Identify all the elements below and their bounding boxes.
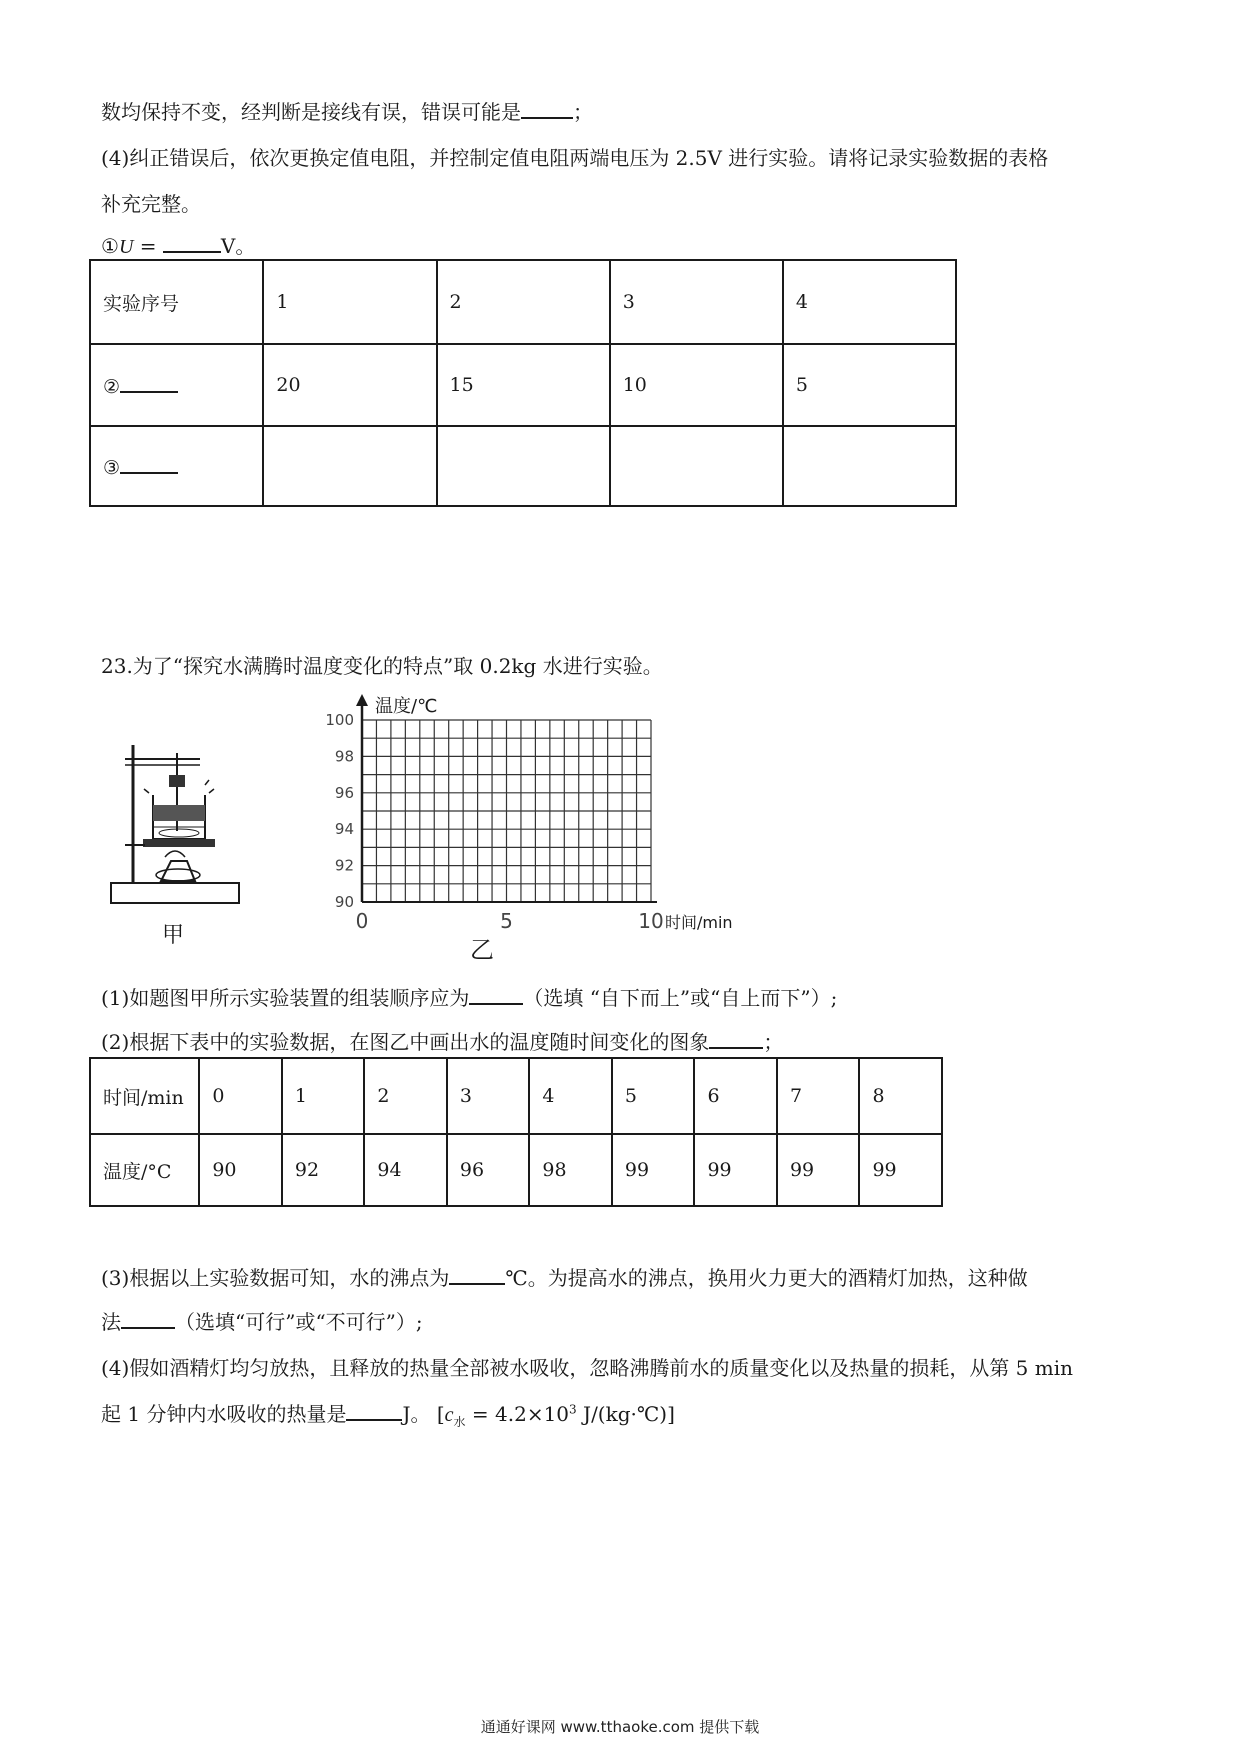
table-cell: 99 — [612, 1134, 695, 1206]
u-suffix: V。 — [220, 234, 256, 258]
q23-part2-end: ； — [763, 1030, 784, 1054]
table-cell: 3 — [447, 1058, 530, 1134]
q23-part1-blank[interactable] — [469, 985, 523, 1005]
footer-credit: 通通好课网 www.tthaoke.com 提供下载 — [480, 1718, 760, 1736]
intro-line1-end: ； — [573, 100, 593, 124]
flame — [165, 851, 185, 857]
u-var: U — [118, 236, 134, 258]
table-cell: 15 — [437, 344, 610, 426]
table-cell: 8 — [859, 1058, 942, 1134]
row2-label: ② — [103, 375, 121, 398]
table-cell: 96 — [447, 1134, 530, 1206]
u-eq: = — [133, 234, 163, 258]
y-axis-label: 温度/℃ — [375, 696, 438, 717]
y-tick-label: 100 — [325, 711, 354, 729]
table-cell: 99 — [777, 1134, 860, 1206]
table-cell: 温度/°C — [90, 1134, 199, 1206]
table-row — [90, 1134, 942, 1206]
table-cell: 2 — [437, 260, 610, 344]
table-cell: 6 — [694, 1058, 777, 1134]
q23-part2 — [101, 1026, 783, 1055]
q4-line1: (4)纠正错误后，依次更换定值电阻，并控制定值电阻两端电压为 2.5V 进行实验。请将记录实验数据的表格 — [101, 146, 1049, 170]
table-cell[interactable] — [437, 426, 610, 506]
table-cell[interactable] — [783, 426, 956, 506]
table-cell: 4 — [783, 260, 956, 344]
q23-title: 23.为了“探究水满腾时温度变化的特点”取 0.2kg 水进行实验。 — [101, 654, 663, 678]
q23-part3-text-d: （选填“可行”或“不可行”）; — [175, 1310, 423, 1334]
table-cell[interactable] — [610, 426, 783, 506]
y-tick-label: 92 — [334, 856, 354, 875]
q23-part1-text: (1)如题图甲所示实验装置的组装顺序应为 — [101, 986, 470, 1010]
table-cell — [90, 426, 263, 506]
q23-part1-end: （选填 “自下而上”或“自上而下”）; — [523, 986, 838, 1010]
row3-blank[interactable] — [120, 454, 178, 474]
formula-sub: 水 — [453, 1415, 466, 1429]
table-row — [90, 1058, 942, 1134]
intro-line1 — [101, 96, 593, 125]
q23-part4-line2 — [101, 1398, 675, 1430]
boiling-point-blank[interactable] — [449, 1265, 505, 1285]
table-cell: 5 — [612, 1058, 695, 1134]
table-cell: 20 — [263, 344, 436, 426]
table-cell — [90, 344, 263, 426]
stand-base — [111, 883, 239, 903]
table-cell: 时间/min — [90, 1058, 199, 1134]
x-tick-labels — [356, 909, 664, 933]
table-cell: 1 — [263, 260, 436, 344]
table-cell: 4 — [529, 1058, 612, 1134]
table-cell: 1 — [282, 1058, 365, 1134]
table-cell: 99 — [694, 1134, 777, 1206]
y-tick-labels — [325, 711, 354, 911]
u-prefix: ① — [101, 234, 119, 258]
q23-part4-text-a: 起 1 分钟内水吸收的热量是 — [101, 1402, 347, 1426]
q23-part2-blank[interactable] — [709, 1029, 763, 1049]
y-tick-label: 94 — [334, 820, 354, 839]
data-table — [89, 1057, 943, 1207]
q23-part4-text-b: J。 [ — [402, 1402, 445, 1426]
q23-part1 — [101, 982, 837, 1011]
q23-part3-line1 — [101, 1262, 1028, 1291]
table-cell[interactable] — [263, 426, 436, 506]
table-cell: 实验序号 — [90, 260, 263, 344]
formula-unit: J/(kg·℃) — [576, 1402, 668, 1426]
x-tick-label: 10 — [638, 909, 664, 933]
heat-answer-blank[interactable] — [346, 1401, 402, 1421]
table-cell: 92 — [282, 1134, 365, 1206]
table-cell: 3 — [610, 260, 783, 344]
table-row — [90, 426, 956, 506]
table-row — [90, 344, 956, 426]
formula-close: ] — [667, 1402, 675, 1426]
formula-rest: = 4.2×10 — [465, 1402, 570, 1426]
row2-blank[interactable] — [120, 373, 178, 393]
feasibility-blank[interactable] — [121, 1309, 175, 1329]
row3-label: ③ — [103, 456, 121, 479]
chart-grid — [362, 720, 651, 902]
wire-gauze — [143, 839, 215, 847]
y-tick-label: 96 — [334, 783, 354, 802]
q23-part3-text-c: 法 — [101, 1310, 121, 1334]
answer-blank[interactable] — [521, 99, 573, 119]
table-cell: 98 — [529, 1134, 612, 1206]
u-answer-blank[interactable] — [163, 233, 221, 253]
table-cell: 99 — [859, 1134, 942, 1206]
y-tick-label: 98 — [334, 747, 354, 766]
u-line — [101, 230, 255, 259]
q23-part2-text: (2)根据下表中的实验数据，在图乙中画出水的温度随时间变化的图象 — [101, 1030, 710, 1054]
figure-yi-label: 乙 — [470, 936, 494, 964]
alcohol-lamp — [161, 861, 195, 881]
table-cell: 2 — [364, 1058, 447, 1134]
x-tick-label: 0 — [355, 909, 369, 933]
experiment-table — [89, 259, 957, 507]
formula-c: c — [444, 1404, 454, 1426]
table-cell: 10 — [610, 344, 783, 426]
q23-part3-line2 — [101, 1306, 423, 1335]
apparatus-figure — [105, 735, 245, 945]
temperature-chart — [315, 690, 775, 955]
figure-jia-label: 甲 — [162, 923, 185, 948]
x-axis-label: 时间/min — [665, 913, 733, 932]
table-cell: 94 — [364, 1134, 447, 1206]
y-axis-arrow — [356, 694, 368, 706]
q23-part4-line1: (4)假如酒精灯均匀放热，且释放的热量全部被水吸收，忽略沸腾前水的质量变化以及热量的损耗，从第 5 min — [101, 1356, 1074, 1380]
q23-part3-text-a: (3)根据以上实验数据可知，水的沸点为 — [101, 1266, 450, 1290]
y-tick-label: 90 — [334, 893, 354, 911]
q23-part3-text-b: ℃。为提高水的沸点，换用火力更大的酒精灯加热，这种做 — [505, 1266, 1028, 1290]
table-cell: 7 — [777, 1058, 860, 1134]
table-cell: 5 — [783, 344, 956, 426]
x-tick-label: 5 — [500, 909, 513, 933]
q4-line2: 补充完整。 — [101, 192, 201, 216]
formula-exp: 3 — [569, 1402, 577, 1417]
table-cell: 0 — [199, 1058, 282, 1134]
table-cell: 90 — [199, 1134, 282, 1206]
table-row — [90, 260, 956, 344]
intro-line1-text: 数均保持不变，经判断是接线有误，错误可能是 — [101, 100, 521, 124]
